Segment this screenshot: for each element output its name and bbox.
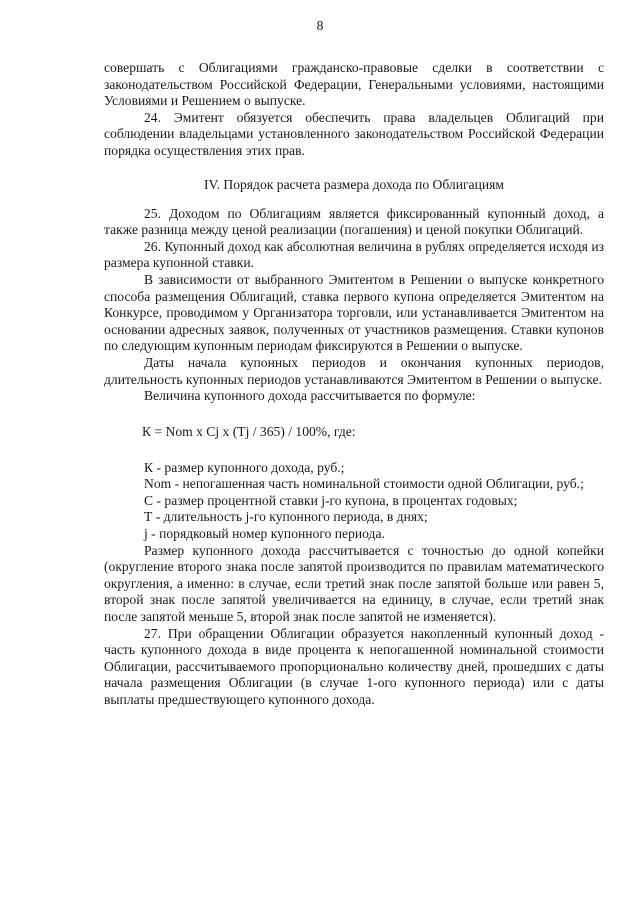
paragraph-26: 26. Купонный доход как абсолютная величина в рублях определяется исходя из размера купонной ставки. [104, 238, 604, 271]
paragraph-27: 27. При обращении Облигации образуется накопленный купонный доход - часть купонного дохода в виде процента к непогашенной номинальной стоимости Облигации, рассчитываемого пропорционально количеству дней, прошедших с даты начала размещения Облигации (в случае 1-ого купонного периода) или с даты выплаты предшествующего купонного дохода. [104, 625, 604, 707]
paragraph-coupon-dates: Даты начала купонных периодов и окончания купонных периодов, длительность купонных периодов устанавливаются Эмитентом в Решении о выпуске. [104, 354, 604, 387]
paragraph-coupon-rate: В зависимости от выбранного Эмитентом в Решении о выпуске конкретного способа размещения Облигаций, ставка первого купона определяется Эмитентом на Конкурсе, проводимом у Организатора торговли, или устанавливается Эмитентом на основании адресных заявок, полученных от участников размещения. Ставки купонов по следующим купонным периодам фиксируются в Решении о выпуске. [104, 271, 604, 354]
document-body [104, 60, 604, 709]
definition-t: Т - длительность j-го купонного периода, в днях; [144, 509, 428, 525]
definition-c: С - размер процентной ставки j-го купона, в процентах годовых; [144, 492, 518, 508]
paragraph-continuation: совершать с Облигациями гражданско-правовые сделки в соответствии с законодательством Российской Федерации, Генеральными условиями, настоящими Условиями и Решением о выпуске. [104, 60, 604, 109]
paragraph-formula-intro: Величина купонного дохода рассчитывается по формуле: [144, 388, 476, 404]
coupon-formula: К = Nom х Cj х (Tj / 365) / 100%, где: [142, 423, 356, 439]
definition-k: К - размер купонного дохода, руб.; [144, 459, 345, 475]
paragraph-24: 24. Эмитент обязуется обеспечить права владельцев Облигаций при соблюдении владельцами установленного законодательством Российской Федерации порядка осуществления этих прав. [104, 109, 604, 158]
definition-j: j - порядковый номер купонного периода. [144, 526, 385, 542]
paragraph-25: 25. Доходом по Облигациям является фиксированный купонный доход, а также разница между ценой реализации (погашения) и ценой покупки Облигаций. [104, 205, 604, 238]
definition-nom: Nom - непогашенная часть номинальной стоимости одной Облигации, руб.; [144, 476, 584, 492]
page-number: 8 [316, 19, 324, 34]
paragraph-rounding: Размер купонного дохода рассчитывается с точностью до одной копейки (округление второго знака после запятой производится по правилам математического округления, а именно: в случае, если третий знак после запятой больше или равен 5, второй знак после запятой увеличивается на единицу, в случае, если третий знак после запятой меньше 5, второй знак после запятой не изменяется). [104, 542, 604, 625]
section-heading: IV. Порядок расчета размера дохода по Облигациям [204, 176, 504, 192]
